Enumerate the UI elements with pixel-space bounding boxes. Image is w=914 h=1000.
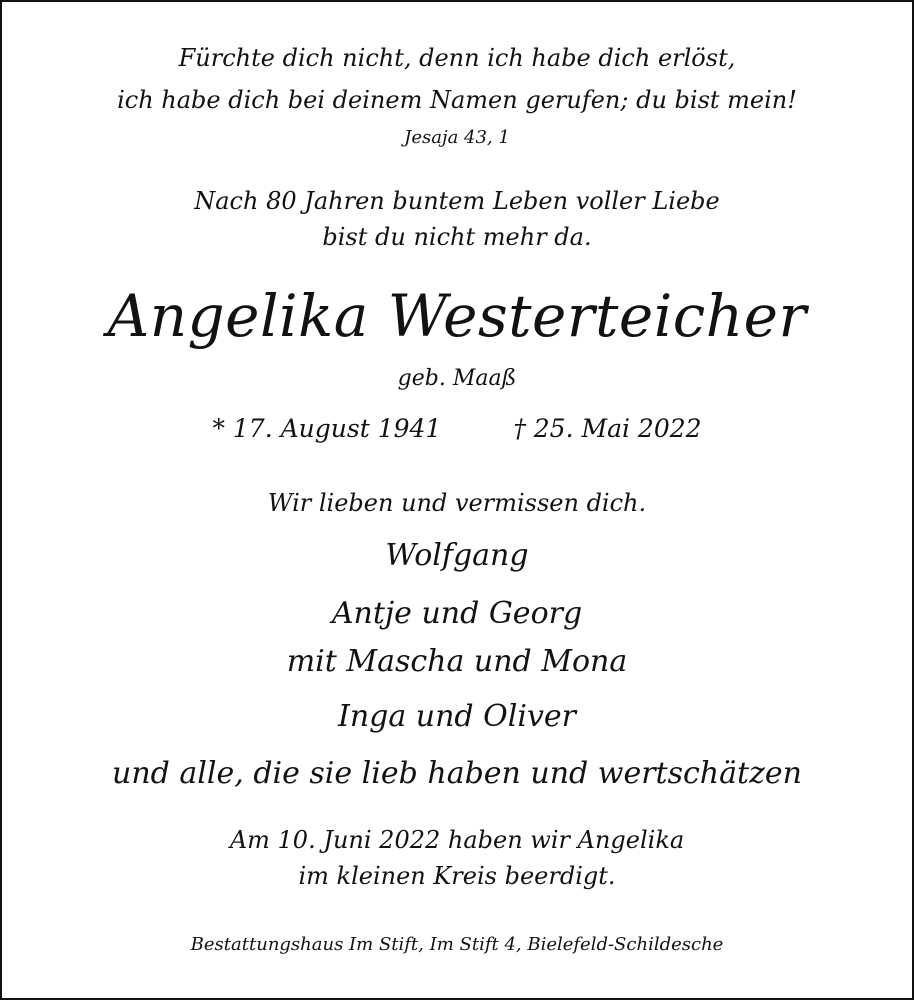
- intro-line-2: bist du nicht mehr da.: [322, 223, 592, 251]
- mourners-intro: Wir lieben und vermissen dich.: [267, 489, 647, 517]
- verse-line-2: ich habe dich bei deinem Namen gerufen; du bist mein!: [117, 86, 797, 114]
- life-dates: [12, 416, 902, 441]
- mourner-name: Wolfgang: [385, 538, 529, 573]
- deceased-name: Angelika Westerteicher: [107, 282, 807, 350]
- mourner-name: mit Mascha und Mona: [286, 644, 628, 679]
- mourner-name: und alle, die sie lieb haben und wertschätzen: [112, 756, 802, 791]
- birth-date: * 17. August 1941: [212, 414, 442, 443]
- burial-line-1: Am 10. Juni 2022 haben wir Angelika: [229, 826, 685, 854]
- intro-line-1: Nach 80 Jahren buntem Leben voller Liebe: [194, 187, 720, 215]
- burial-line-2: im kleinen Kreis beerdigt.: [298, 862, 616, 890]
- mourner-name: Inga und Oliver: [337, 699, 576, 734]
- verse-reference: Jesaja 43, 1: [404, 127, 510, 148]
- verse-line-1: Fürchte dich nicht, denn ich habe dich erlöst,: [178, 44, 736, 72]
- funeral-home: Bestattungshaus Im Stift, Im Stift 4, Bielefeld-Schildesche: [190, 934, 724, 955]
- mourner-name: Antje und Georg: [331, 596, 583, 631]
- death-date: † 25. Mai 2022: [513, 414, 702, 443]
- birth-name: geb. Maaß: [397, 366, 517, 391]
